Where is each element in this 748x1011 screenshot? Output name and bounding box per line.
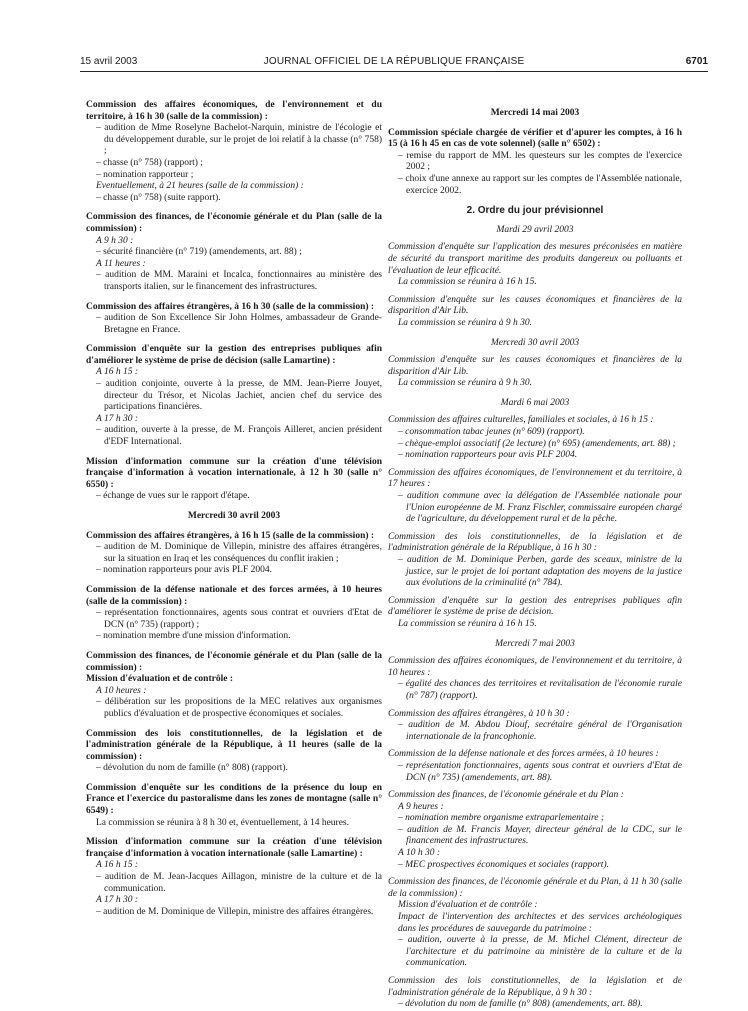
agenda-item: – audition, ouverte à la presse, de M. Michel Clément, directeur de l'architecture et du patrimoine au ministère de la culture et de la communication. bbox=[398, 935, 682, 969]
note-line: La commission se réunira à 9 h 30. bbox=[398, 317, 533, 328]
agenda-item: – échange de vues sur le rapport d'étape. bbox=[96, 491, 250, 502]
agenda-item: – nomination membre organisme extraparlementaire ; bbox=[398, 813, 605, 824]
subsection-heading: Mission d'évaluation et de contrôle : bbox=[86, 674, 233, 685]
agenda-item: – chasse (n° 758) (rapport) ; bbox=[96, 157, 203, 168]
note-line: A 10 h 30 : bbox=[398, 848, 441, 859]
committee-heading: Commission des affaires étrangères, à 16 h 15 (salle de la commission) : bbox=[86, 530, 375, 541]
committee-heading: Commission des lois constitutionnelles, de la législation et de l'administration générale de la République, à 11 heures (salle de la commission) : bbox=[86, 728, 382, 762]
agenda-item: – audition de M. Abdou Diouf, secrétaire général de l'Organisation internationale de la francophonie. bbox=[398, 720, 682, 742]
committee-heading: Mission d'information commune sur la création d'une télévision française d'information à vocation internationale (salle Lamartine) : bbox=[86, 837, 382, 859]
committee-heading: Mission d'information commune sur la création d'une télévision française d'information à vocation internationale, à 12 h 30 (salle n° 6550) : bbox=[86, 456, 382, 490]
journal-title: JOURNAL OFFICIEL DE LA RÉPUBLIQUE FRANÇAISE bbox=[263, 56, 525, 67]
time-line: A 16 h 15 : bbox=[96, 860, 139, 871]
day-heading: Mercredi 30 avril 2003 bbox=[490, 337, 580, 348]
agenda-item: – chasse (n° 758) (suite rapport). bbox=[96, 192, 221, 203]
agenda-item: – chèque-emploi associatif (2e lecture) (n° 695) (amendements, art. 88) ; bbox=[398, 438, 676, 449]
right-column bbox=[388, 100, 682, 1011]
day-heading: Mercredi 14 mai 2003 bbox=[490, 108, 580, 118]
agenda-item: – représentation fonctionnaires, agents sous contrat et ouvriers d'Etat de DCN (n° 735) (rapport) ; bbox=[96, 608, 382, 630]
committee-heading: Commission des affaires économiques, de l'environnement et du territoire, à 16 h 30 (salle de la commission) : bbox=[86, 100, 382, 122]
committee-heading: Commission des affaires économiques, de l'environnement et du territoire, à 17 heures : bbox=[388, 467, 682, 490]
note-line: La commission se réunira à 16 h 15. bbox=[398, 618, 537, 629]
committee-heading: Commission des affaires économiques, de l'environnement et du territoire, à 10 heures : bbox=[388, 656, 682, 678]
note-line: La commission se réunira à 16 h 15. bbox=[398, 277, 537, 288]
day-heading: Mardi 6 mai 2003 bbox=[500, 397, 570, 408]
agenda-item: – audition de M. Jean-Jacques Aillagon, ministre de la culture et de la communication. bbox=[96, 872, 382, 894]
agenda-item: – audition de M. Francis Mayer, directeur général de la CDC, sur le financement des infrastructures. bbox=[398, 824, 682, 847]
agenda-item: – audition commune avec la délégation de l'Assemblée nationale pour l'Union européenne de M. Franz Fischler, commissaire européen chargé de l'agriculture, du développement rural et de la pêche. bbox=[398, 491, 682, 525]
committee-heading: Commission des affaires culturelles, familiales et sociales, à 16 h 15 : bbox=[388, 415, 654, 426]
committee-heading: Commission d'enquête sur la gestion des entreprises publiques afin d'améliorer le système de prise de décision (salle Lamartine) : bbox=[86, 344, 382, 366]
agenda-item: – nomination membre d'une mission d'information. bbox=[96, 631, 291, 642]
committee-heading: Commission des finances, de l'économie générale et du Plan (salle de la commission) : bbox=[86, 650, 382, 673]
day-heading: Mercredi 7 mai 2003 bbox=[495, 638, 575, 649]
agenda-item: – dévolution du nom de famille (n° 808) (amendements, art. 88). bbox=[398, 999, 643, 1010]
committee-heading: Commission des affaires étrangères, à 16 h 30 (salle de la commission) : bbox=[86, 301, 375, 312]
committee-heading: Commission d'enquête sur l'application des mesures préconisées en matière de sécurité du transport maritime des produits dangereux ou polluants et l'évaluation de leur efficacité. bbox=[388, 242, 682, 276]
committee-heading: Commission des finances, de l'économie générale et du Plan : bbox=[388, 790, 624, 801]
agenda-item: – audition de M. Dominique de Villepin, ministre des affaires étrangères, sur la situation en Iraq et les conséquences du conflit irakien ; bbox=[96, 542, 382, 564]
time-line: A 17 h 30 : bbox=[96, 413, 139, 424]
time-line: A 16 h 15 : bbox=[96, 367, 139, 378]
agenda-item: – audition, ouverte à la presse, de M. François Ailleret, ancien président d'EDF International. bbox=[96, 425, 382, 448]
day-heading: Mercredi 30 avril 2003 bbox=[187, 511, 281, 521]
committee-heading: Commission spéciale chargée de vérifier et d'apurer les comptes, à 16 h 15 (à 16 h 45 en cas de vote solennel) (salle n° 6502) : bbox=[388, 127, 682, 150]
agenda-item: – audition conjointe, ouverte à la presse, de MM. Jean-Pierre Jouyet, directeur du Trésor, et Nicolas Jachiet, ancien chef du service des participations financières. bbox=[96, 379, 382, 413]
agenda-item: – nomination rapporteurs pour avis PLF 2004. bbox=[398, 450, 578, 461]
agenda-item: – remise du rapport de MM. les questeurs sur les comptes de l'exercice 2002 ; bbox=[398, 150, 682, 173]
committee-heading: Commission des finances, de l'économie générale et du Plan (salle de la commission) : bbox=[86, 212, 382, 234]
committee-heading: Commission d'enquête sur les conditions de la présence du loup en France et l'exercice du pastoralisme dans les zones de montagne (salle n° 6549) : bbox=[86, 782, 382, 817]
note-line: A 9 heures : bbox=[398, 801, 444, 812]
agenda-item: – choix d'une annexe au rapport sur les comptes de l'Assemblée nationale, exercice 2002. bbox=[398, 173, 682, 196]
note-line: Impact de l'intervention des architectes et des services archéologiques dans les procédures de sauvegarde du patrimoine : bbox=[398, 912, 682, 934]
agenda-item: – audition de M. Dominique Perben, garde des sceaux, ministre de la justice, sur le projet de loi portant adaptation des moyens de la justice aux évolutions de la criminalité (n° 784). bbox=[398, 555, 682, 589]
note-line: La commission se réunira à 8 h 30 et, éventuellement, à 14 heures. bbox=[96, 817, 349, 828]
page-header bbox=[80, 56, 708, 72]
agenda-item: – audition de M. Dominique de Villepin, ministre des affaires étrangères. bbox=[96, 906, 374, 917]
agenda-item: – délibération sur les propositions de la MEC relatives aux organismes publics d'évaluation et de prospective économiques et sociales. bbox=[96, 697, 382, 719]
committee-heading: Commission d'enquête sur la gestion des entreprises publiques afin d'améliorer le système de prise de décision. bbox=[388, 595, 682, 618]
time-line: A 17 h 30 : bbox=[96, 895, 139, 906]
agenda-item: – audition de Mme Roselyne Bachelot-Narquin, ministre de l'écologie et du développement durable, sur le projet de loi relatif à la chasse (n° 758) ; bbox=[96, 123, 382, 157]
agenda-item: – audition de MM. Maraini et Incalca, fonctionnaires au ministère des transports italien, sur le financement des infrastructures. bbox=[96, 270, 382, 292]
agenda-item: – nomination rapporteurs pour avis PLF 2004. bbox=[96, 565, 272, 576]
time-line: Eventuellement, à 21 heures (salle de la commission) : bbox=[96, 181, 304, 192]
section-title: 2. Ordre du jour prévisionnel bbox=[466, 205, 604, 217]
committee-heading: Commission de la défense nationale et des forces armées, à 10 heures : bbox=[388, 749, 659, 760]
committee-heading: Commission de la défense nationale et des forces armées, à 10 heures (salle de la commission) : bbox=[86, 584, 382, 607]
time-line: A 10 heures : bbox=[96, 685, 147, 696]
left-column bbox=[86, 100, 382, 918]
committee-heading: Commission des finances, de l'économie générale et du Plan, à 11 h 30 (salle de la commission) : bbox=[388, 877, 682, 899]
page-number: 6701 bbox=[685, 56, 708, 67]
time-line: A 11 heures : bbox=[96, 258, 146, 269]
agenda-item: – représentation fonctionnaires, agents sous contrat et ouvriers d'Etat de DCN (n° 735) (amendements, art. 88). bbox=[398, 760, 682, 783]
note-line: Mission d'évaluation et de contrôle : bbox=[398, 900, 538, 911]
agenda-item: – MEC prospectives économiques et sociales (rapport). bbox=[398, 859, 609, 870]
header-rule bbox=[80, 71, 708, 72]
day-heading: Mardi 29 avril 2003 bbox=[496, 224, 574, 235]
agenda-item: – égalité des chances des territoires et revitalisation de l'économie rurale (n° 787) (rapport). bbox=[398, 679, 682, 701]
committee-heading: Commission d'enquête sur les causes économiques et financières de la disparition d'Air Lib. bbox=[388, 294, 682, 317]
agenda-item: – dévolution du nom de famille (n° 808) (rapport). bbox=[96, 763, 288, 774]
committee-heading: Commission d'enquête sur les causes économiques et financières de la disparition d'Air Lib. bbox=[388, 355, 682, 377]
agenda-item: – audition de Son Excellence Sir John Holmes, ambassadeur de Grande-Bretagne en France. bbox=[96, 313, 382, 335]
agenda-item: – nomination rapporteur ; bbox=[96, 169, 194, 180]
committee-heading: Commission des affaires étrangères, à 10 h 30 : bbox=[388, 708, 570, 719]
header-date: 15 avril 2003 bbox=[80, 56, 138, 67]
committee-heading: Commission des lois constitutionnelles, de la législation et de l'administration générale de la République, à 9 h 30 : bbox=[388, 976, 682, 998]
committee-heading: Commission des lois constitutionnelles, de la législation et de l'administration générale de la République, à 16 h 30 : bbox=[388, 531, 682, 554]
agenda-item: – consommation tabac jeunes (n° 609) (rapport). bbox=[398, 427, 585, 438]
agenda-item: – sécurité financière (n° 719) (amendements, art. 88) ; bbox=[96, 247, 302, 258]
note-line: La commission se réunira à 9 h 30. bbox=[398, 378, 533, 389]
time-line: A 9 h 30 : bbox=[96, 235, 134, 246]
